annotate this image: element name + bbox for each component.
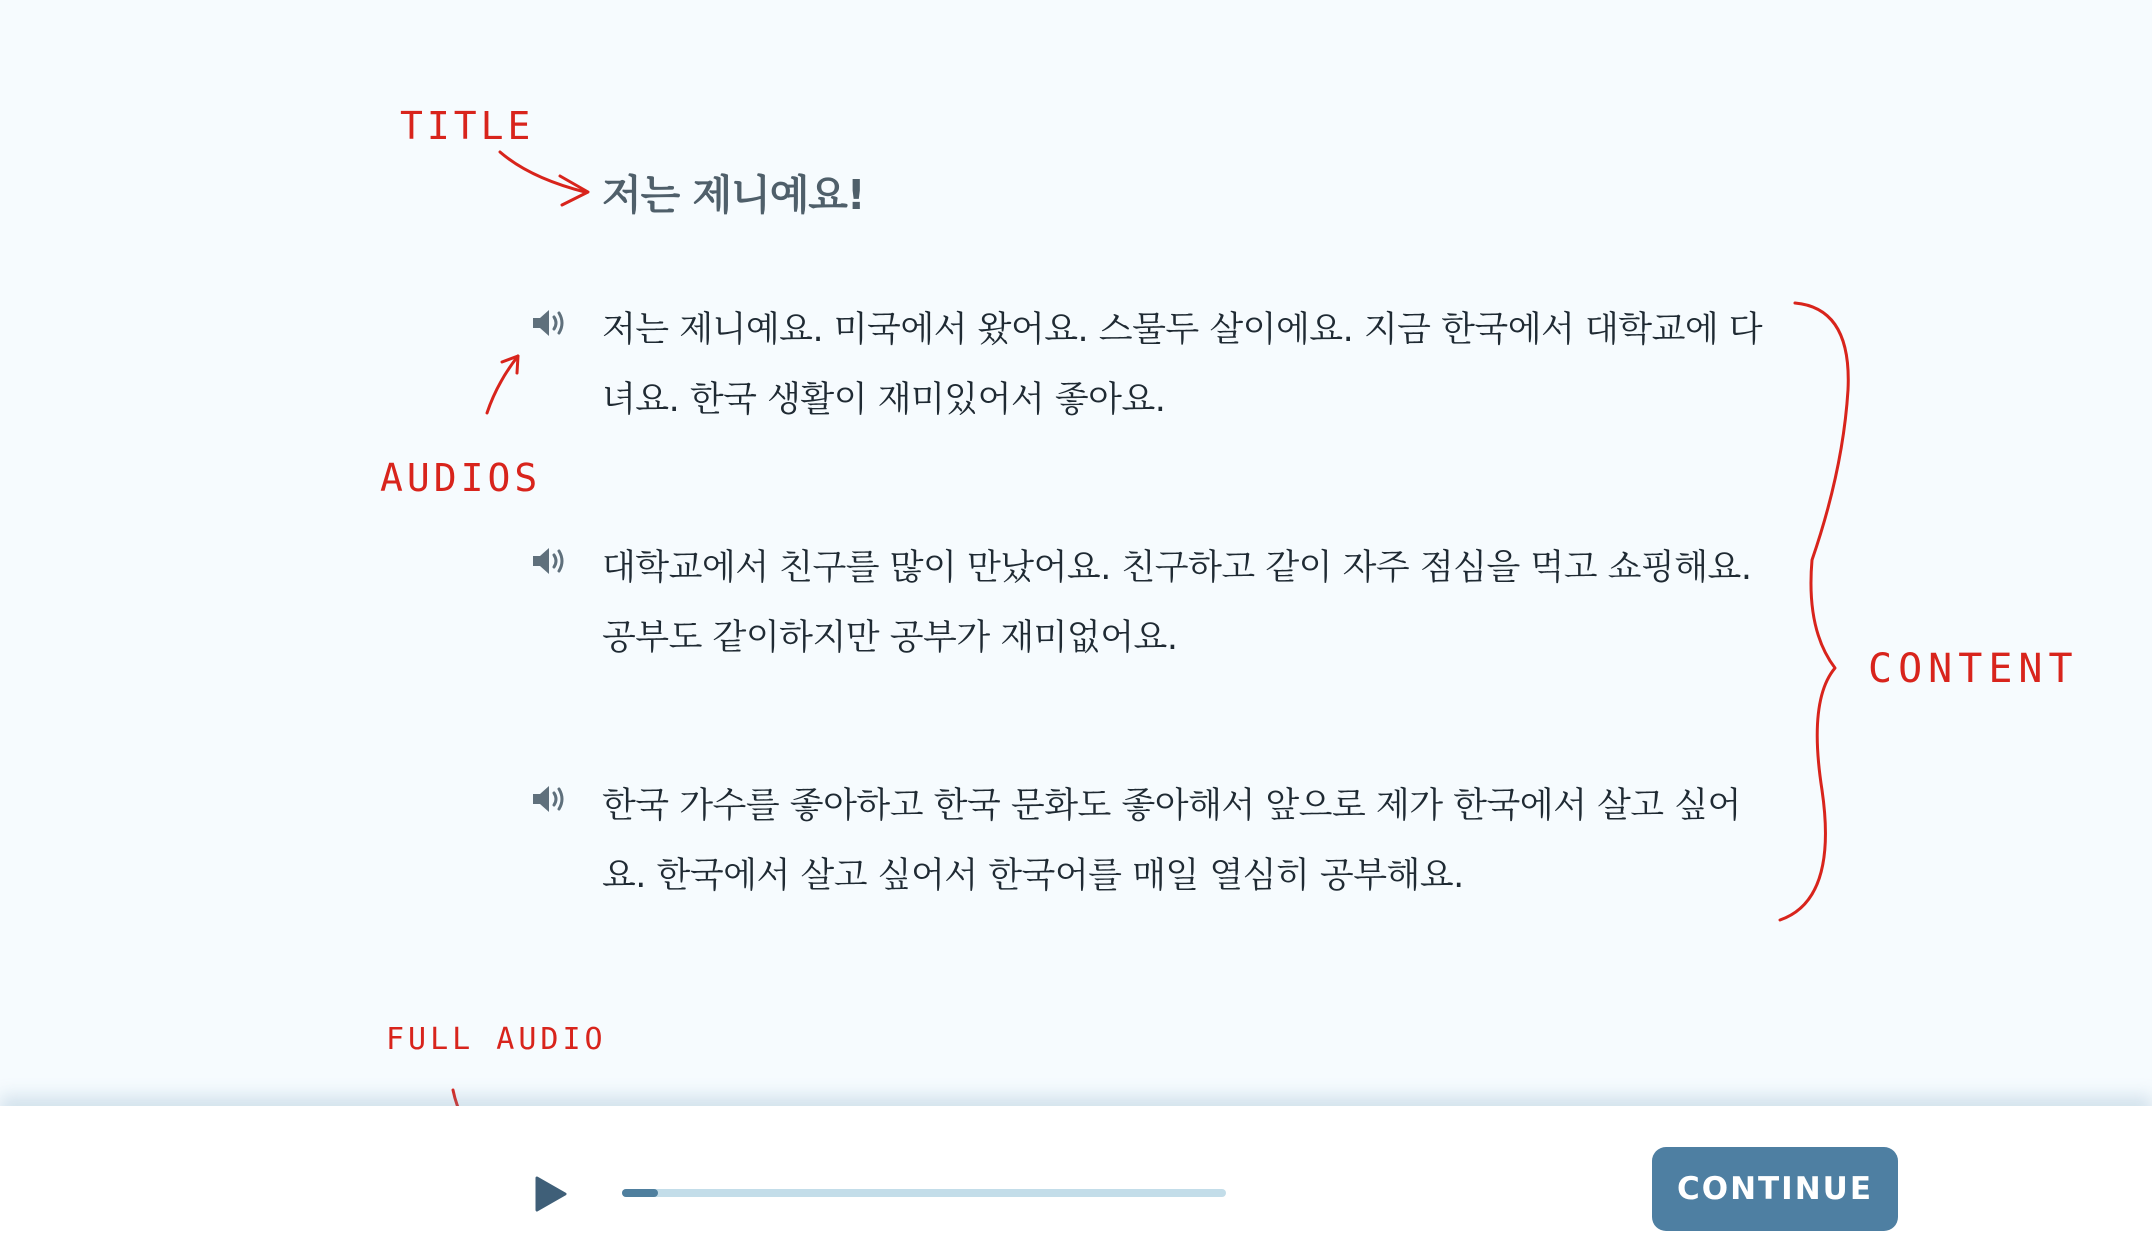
play-icon[interactable]	[534, 1176, 568, 1212]
paragraph-text: 대학교에서 친구를 많이 만났어요. 친구하고 같이 자주 점심을 먹고 쇼핑해요. 공부도 같이하지만 공부가 재미없어요.	[602, 548, 1752, 658]
annotation-title: TITLE	[400, 104, 535, 148]
annotation-audios: AUDIOS	[380, 456, 542, 500]
annotation-full-audio: FULL AUDIO	[386, 1022, 607, 1057]
page-title: 저는 제니예요!	[602, 171, 865, 219]
paragraph-text: 한국 가수를 좋아하고 한국 문화도 좋아해서 앞으로 제가 한국에서 살고 싶어요. 한국에서 살고 싶어서 한국어를 매일 열심히 공부해요.	[602, 786, 1741, 896]
title-arrow	[500, 152, 585, 192]
title-arrow-head	[560, 176, 588, 205]
annotation-content: CONTENT	[1868, 646, 2079, 692]
audio-player-bar	[0, 1106, 2152, 1246]
speaker-icon[interactable]	[530, 545, 570, 577]
speaker-icon[interactable]	[530, 783, 570, 815]
audios-arrow-head	[502, 356, 518, 373]
audios-arrow	[487, 356, 518, 413]
paragraph-text: 저는 제니예요. 미국에서 왔어요. 스물두 살이에요. 지금 한국에서 대학교에 다녀요. 한국 생활이 재미있어서 좋아요.	[602, 310, 1763, 420]
audio-progress-bar[interactable]	[622, 1189, 1226, 1197]
speaker-icon[interactable]	[530, 307, 570, 339]
continue-button[interactable]: CONTINUE	[1652, 1147, 1898, 1231]
audio-progress-fill	[622, 1189, 658, 1197]
content-brace	[1780, 303, 1848, 920]
